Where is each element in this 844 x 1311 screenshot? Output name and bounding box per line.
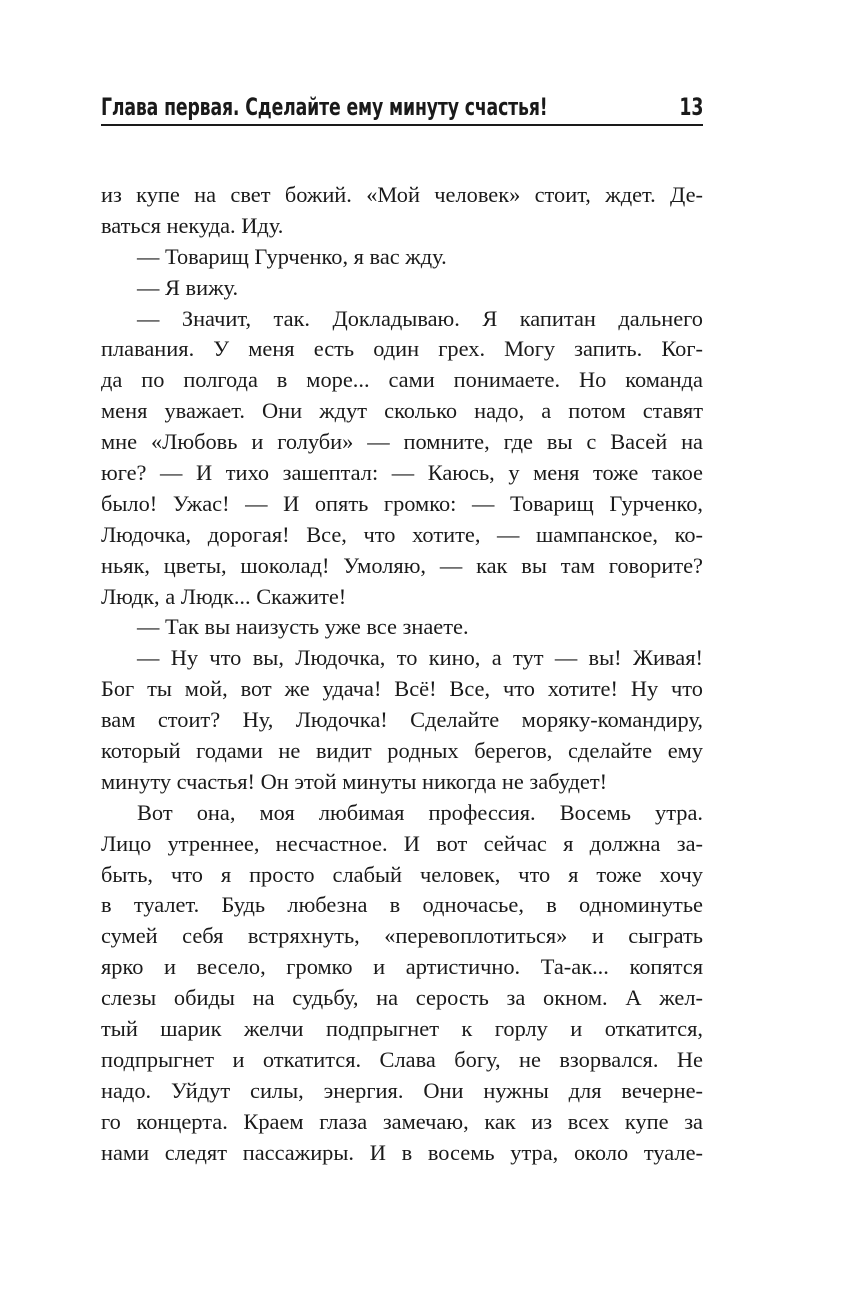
text-line: вам стоит? Ну, Людочка! Сделайте моряку-командиру, bbox=[101, 707, 703, 733]
text-line: Лицо утреннее, несчастное. И вот сейчас я должна за- bbox=[101, 830, 703, 856]
text-line: Вот она, моя любимая профессия. Восемь утра. bbox=[137, 799, 703, 825]
text-line: мне «Любовь и голуби» — помните, где вы с Васей на bbox=[101, 429, 703, 455]
text-line: — Ну что вы, Людочка, то кино, а тут — вы! Живая! bbox=[137, 645, 703, 671]
text-line: быть, что я просто слабый человек, что я тоже хочу bbox=[101, 861, 703, 887]
text-line: го концерта. Краем глаза замечаю, как из всех купе за bbox=[101, 1108, 703, 1134]
text-line: слезы обиды на судьбу, на серость за окном. А жел- bbox=[101, 985, 703, 1011]
text-line: Бог ты мой, вот же удача! Всё! Все, что хотите! Ну что bbox=[101, 676, 703, 702]
page-number: 13 bbox=[678, 93, 703, 121]
text-line: — Товарищ Гурченко, я вас жду. bbox=[137, 243, 447, 269]
text-line: ньяк, цветы, шоколад! Умоляю, — как вы там говорите? bbox=[101, 552, 703, 578]
text-line: который годами не видит родных берегов, сделайте ему bbox=[101, 738, 703, 764]
chapter-title: Глава первая. Сделайте ему минуту счастья! bbox=[101, 93, 548, 121]
text-line: — Так вы наизусть уже все знаете. bbox=[137, 614, 469, 640]
text-line: юге? — И тихо зашептал: — Каюсь, у меня тоже такое bbox=[101, 460, 703, 486]
text-line: ярко и весело, громко и артистично. Та-ак... копятся bbox=[101, 954, 703, 980]
text-line: минуту счастья! Он этой минуты никогда не забудет! bbox=[101, 768, 608, 794]
text-line: в туалет. Будь любезна в одночасье, в одноминутье bbox=[101, 892, 703, 918]
body-text bbox=[101, 180, 703, 1169]
text-line: меня уважает. Они ждут сколько надо, а потом ставят bbox=[101, 398, 703, 424]
text-line: было! Ужас! — И опять громко: — Товарищ Гурченко, bbox=[101, 490, 703, 516]
text-line: нами следят пассажиры. И в восемь утра, около туале- bbox=[101, 1139, 703, 1165]
text-line: из купе на свет божий. «Мой человек» стоит, ждет. Де- bbox=[101, 182, 703, 207]
text-line: надо. Уйдут силы, энергия. Они нужны для вечерне- bbox=[101, 1077, 703, 1103]
text-line: ваться некуда. Иду. bbox=[101, 212, 284, 238]
text-line: — Я вижу. bbox=[137, 274, 239, 300]
text-line: тый шарик желчи подпрыгнет к горлу и откатится, bbox=[101, 1016, 703, 1042]
text-line: Людочка, дорогая! Все, что хотите, — шампанское, ко- bbox=[101, 521, 703, 547]
text-line: да по полгода в море... сами понимаете. Но команда bbox=[101, 367, 703, 393]
text-line: — Значит, так. Докладываю. Я капитан дальнего bbox=[137, 305, 703, 331]
text-line: Людк, а Людк... Скажите! bbox=[101, 583, 347, 609]
text-line: плавания. У меня есть один грех. Могу запить. Ког- bbox=[101, 336, 703, 362]
text-line: подпрыгнет и откатится. Слава богу, не взорвался. Не bbox=[101, 1046, 703, 1072]
text-line: сумей себя встряхнуть, «перевоплотиться» и сыграть bbox=[101, 923, 703, 949]
running-head bbox=[101, 84, 703, 126]
